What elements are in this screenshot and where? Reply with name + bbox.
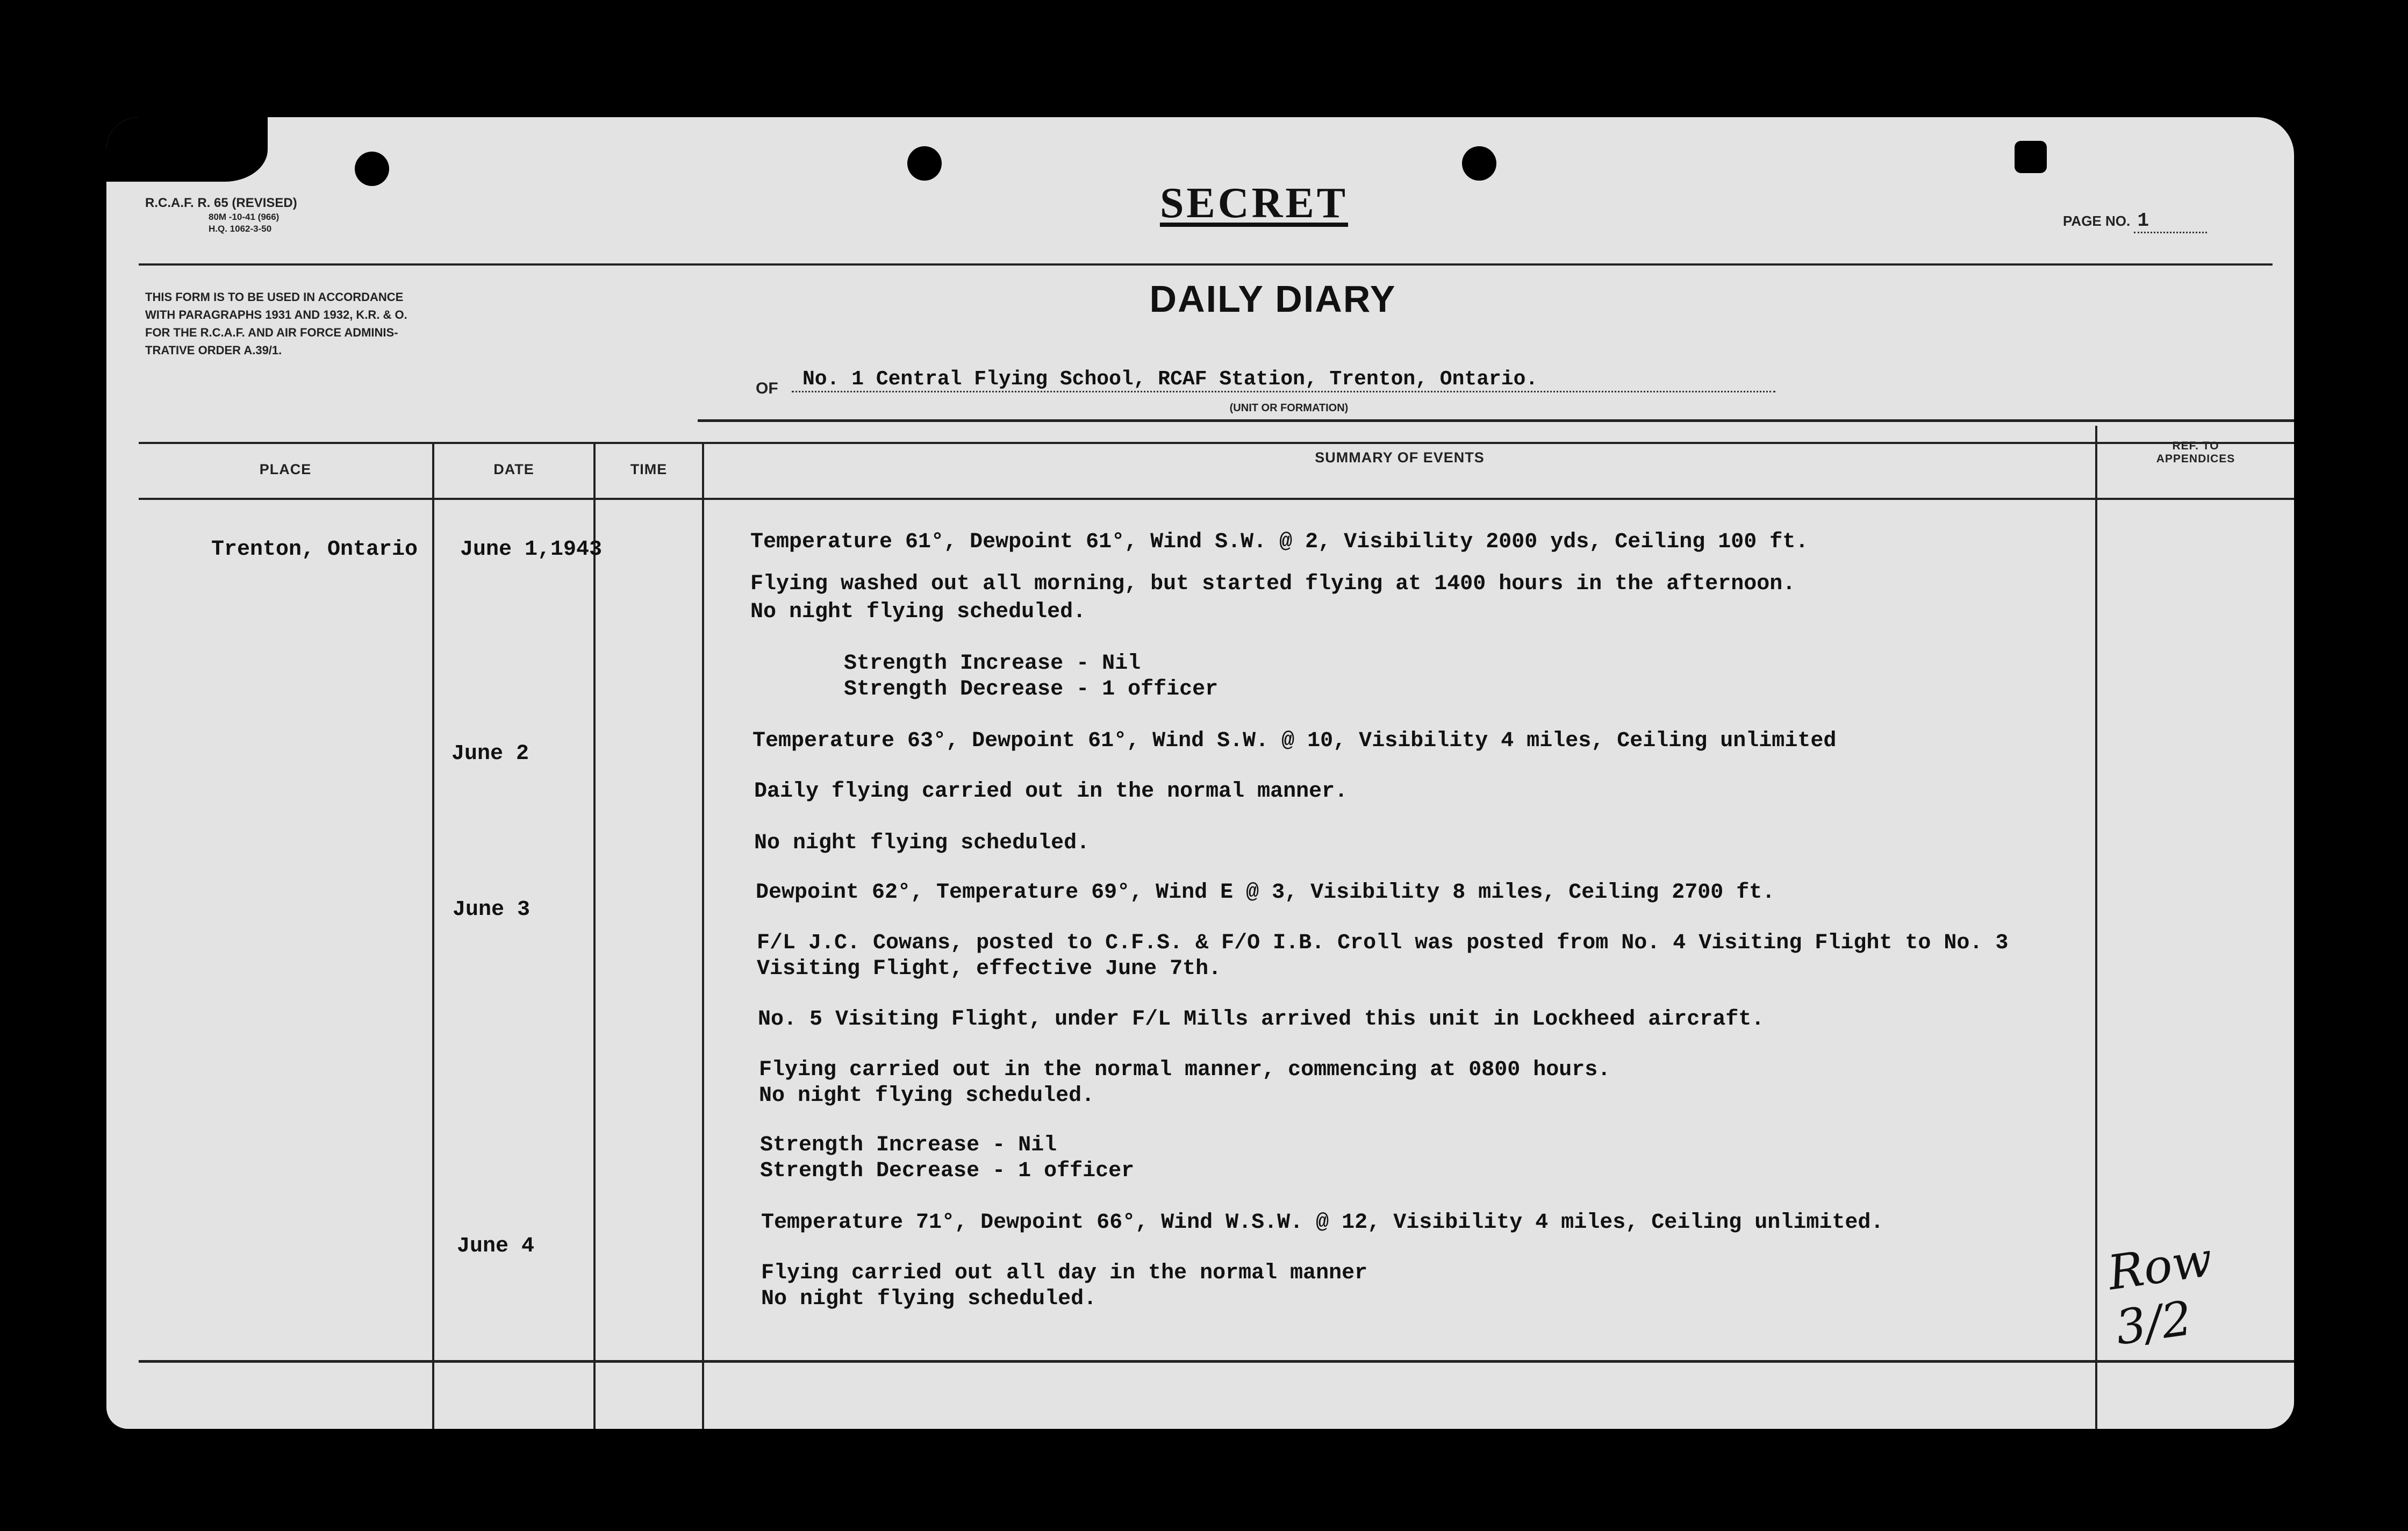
summary-line: Strength Increase - Nil xyxy=(760,1133,1057,1157)
unit-caption: (UNIT OR FORMATION) xyxy=(1229,402,1349,414)
torn-corner xyxy=(106,117,268,182)
summary-line: No night flying scheduled. xyxy=(761,1287,1097,1311)
appendix-signature: Row 3/2 xyxy=(2104,1231,2216,1356)
summary-line: Temperature 61°, Dewpoint 61°, Wind S.W. @ 2, Visibility 2000 yds, Ceiling 100 ft. xyxy=(750,530,1809,554)
summary-line: Visiting Flight, effective June 7th. xyxy=(757,957,1222,981)
summary-line: Dewpoint 62°, Temperature 69°, Wind E @ 3, Visibility 8 miles, Ceiling 2700 ft. xyxy=(756,881,1775,905)
date-value: June 2 xyxy=(452,742,529,766)
binder-hole xyxy=(2015,141,2047,173)
column-header-appendices: REF. TO APPENDICES xyxy=(2156,440,2235,465)
form-number: R.C.A.F. R. 65 (REVISED) xyxy=(145,196,297,210)
binder-hole xyxy=(907,146,942,181)
summary-line: Strength Decrease - 1 officer xyxy=(760,1159,1135,1183)
column-divider xyxy=(702,444,704,1429)
binder-hole xyxy=(1462,146,1496,181)
date-value: June 4 xyxy=(457,1234,535,1258)
column-divider xyxy=(593,444,596,1429)
column-header-place: PLACE xyxy=(259,461,312,477)
table-head-top-rule xyxy=(139,442,2294,444)
table-head-bottom-rule xyxy=(139,498,2294,500)
form-identifier xyxy=(145,195,297,235)
summary-line: Flying washed out all morning, but started flying at 1400 hours in the afternoon. xyxy=(750,572,1796,596)
binder-hole xyxy=(355,152,389,186)
column-header-date: DATE xyxy=(493,461,534,477)
page-number-value: 1 xyxy=(2134,210,2207,233)
column-header-summary: SUMMARY OF EVENTS xyxy=(1315,449,1485,466)
diary-sheet xyxy=(106,117,2294,1429)
summary-line: Strength Decrease - 1 officer xyxy=(844,677,1219,702)
summary-line: Daily flying carried out in the normal manner. xyxy=(754,779,1348,804)
summary-line: No night flying scheduled. xyxy=(759,1084,1095,1108)
form-title: DAILY DIARY xyxy=(1149,278,1396,320)
summary-line: Flying carried out all day in the normal manner xyxy=(761,1261,1368,1285)
summary-line: No. 5 Visiting Flight, under F/L Mills arrived this unit in Lockheed aircraft. xyxy=(758,1007,1765,1032)
header-rule xyxy=(139,263,2273,266)
summary-line: Temperature 71°, Dewpoint 66°, Wind W.S.W. @ 12, Visibility 4 miles, Ceiling unlimited. xyxy=(761,1211,1884,1235)
date-value: June 3 xyxy=(453,898,531,922)
page-number-field xyxy=(2063,210,2207,233)
usage-notice: THIS FORM IS TO BE USED IN ACCORDANCE WITH PARAGRAPHS 1931 AND 1932, K.R. & O. FOR THE R.C.A.F. AND AIR FORCE ADMINIS- TRATIVE ORDER A.39/1. xyxy=(145,290,407,357)
hq-code: H.Q. 1062-3-50 xyxy=(209,224,272,234)
table-bottom-rule xyxy=(139,1360,2294,1363)
column-divider xyxy=(432,444,434,1429)
unit-name: No. 1 Central Flying School, RCAF Station, Trenton, Ontario. xyxy=(792,368,1775,392)
summary-line: Flying carried out in the normal manner, commencing at 0800 hours. xyxy=(759,1058,1611,1082)
unit-label: OF xyxy=(756,380,778,397)
classification-stamp: SECRET xyxy=(1159,180,1349,227)
summary-line: No night flying scheduled. xyxy=(750,600,1086,624)
page-number-label: PAGE NO. xyxy=(2063,213,2131,229)
column-divider xyxy=(2095,426,2097,1429)
summary-line: No night flying scheduled. xyxy=(754,831,1090,855)
summary-line: Strength Increase - Nil xyxy=(844,652,1141,676)
table-top-rule xyxy=(698,419,2294,422)
summary-line: F/L J.C. Cowans, posted to C.F.S. & F/O I.B. Croll was posted from No. 4 Visiting Flight to No. 3 xyxy=(757,931,2009,955)
column-header-time: TIME xyxy=(630,461,668,477)
date-value: June 1,1943 xyxy=(460,538,603,562)
print-code: 80M -10-41 (966) xyxy=(209,212,280,222)
place-value: Trenton, Ontario xyxy=(211,538,418,562)
summary-line: Temperature 63°, Dewpoint 61°, Wind S.W. @ 10, Visibility 4 miles, Ceiling unlimited xyxy=(752,729,1837,753)
